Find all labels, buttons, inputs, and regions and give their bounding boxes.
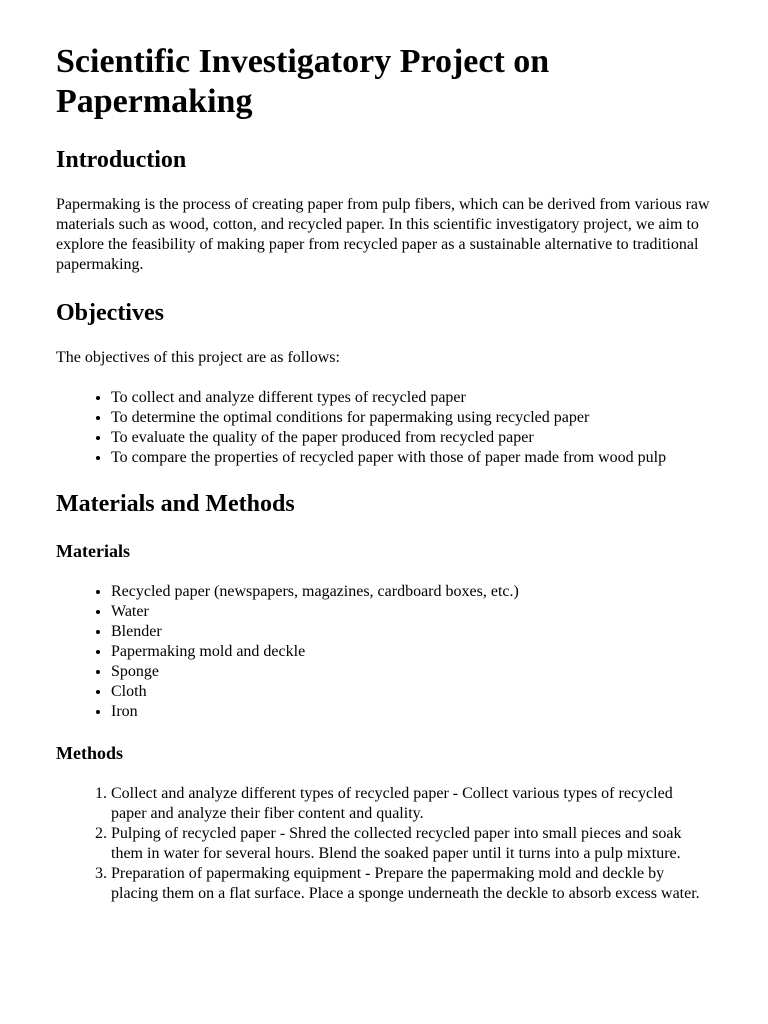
materials-heading: Materials — [56, 541, 130, 561]
introduction-paragraph: Papermaking is the process of creating paper from pulp fibers, which can be derived from various raw materials such as wood, cotton, and recycled paper. In this scientific investigatory project, we aim to explore the feasibility of making paper from recycled paper as a sustainable alternative to traditional papermaking. — [56, 196, 710, 273]
list-item: • Papermaking mold and deckle — [111, 642, 712, 662]
introduction-heading: Introduction — [56, 147, 187, 173]
methods-list — [56, 784, 712, 904]
objectives-heading: Objectives — [56, 300, 164, 326]
list-item: • To collect and analyze different types of recycled paper — [111, 388, 712, 408]
list-item: 2. Pulping of recycled paper - Shred the collected recycled paper into small pieces and soak them in water for several hours. Blend the soaked paper until it turns into a pulp mixture. — [111, 824, 712, 864]
list-item: • To compare the properties of recycled paper with those of paper made from wood pulp — [111, 448, 712, 468]
objectives-intro: The objectives of this project are as follows: — [56, 349, 340, 366]
list-item: • Recycled paper (newspapers, magazines, cardboard boxes, etc.) — [111, 582, 712, 602]
materials-and-methods-heading: Materials and Methods — [56, 491, 295, 517]
list-item: • To evaluate the quality of the paper produced from recycled paper — [111, 428, 712, 448]
list-item: • To determine the optimal conditions for papermaking using recycled paper — [111, 408, 712, 428]
list-item: 3. Preparation of papermaking equipment - Prepare the papermaking mold and deckle by placing them on a flat surface. Place a sponge underneath the deckle to absorb excess water. — [111, 864, 712, 904]
list-item: • Iron — [111, 702, 712, 722]
methods-heading: Methods — [56, 743, 123, 763]
list-item: • Water — [111, 602, 712, 622]
document-title: Scientific Investigatory Project on Papermaking — [56, 43, 550, 120]
materials-list — [56, 582, 712, 722]
list-item: • Blender — [111, 622, 712, 642]
list-item: • Cloth — [111, 682, 712, 702]
list-item: 1. Collect and analyze different types of recycled paper - Collect various types of recycled paper and analyze their fiber content and quality. — [111, 784, 712, 824]
list-item: • Sponge — [111, 662, 712, 682]
objectives-list — [56, 388, 712, 468]
